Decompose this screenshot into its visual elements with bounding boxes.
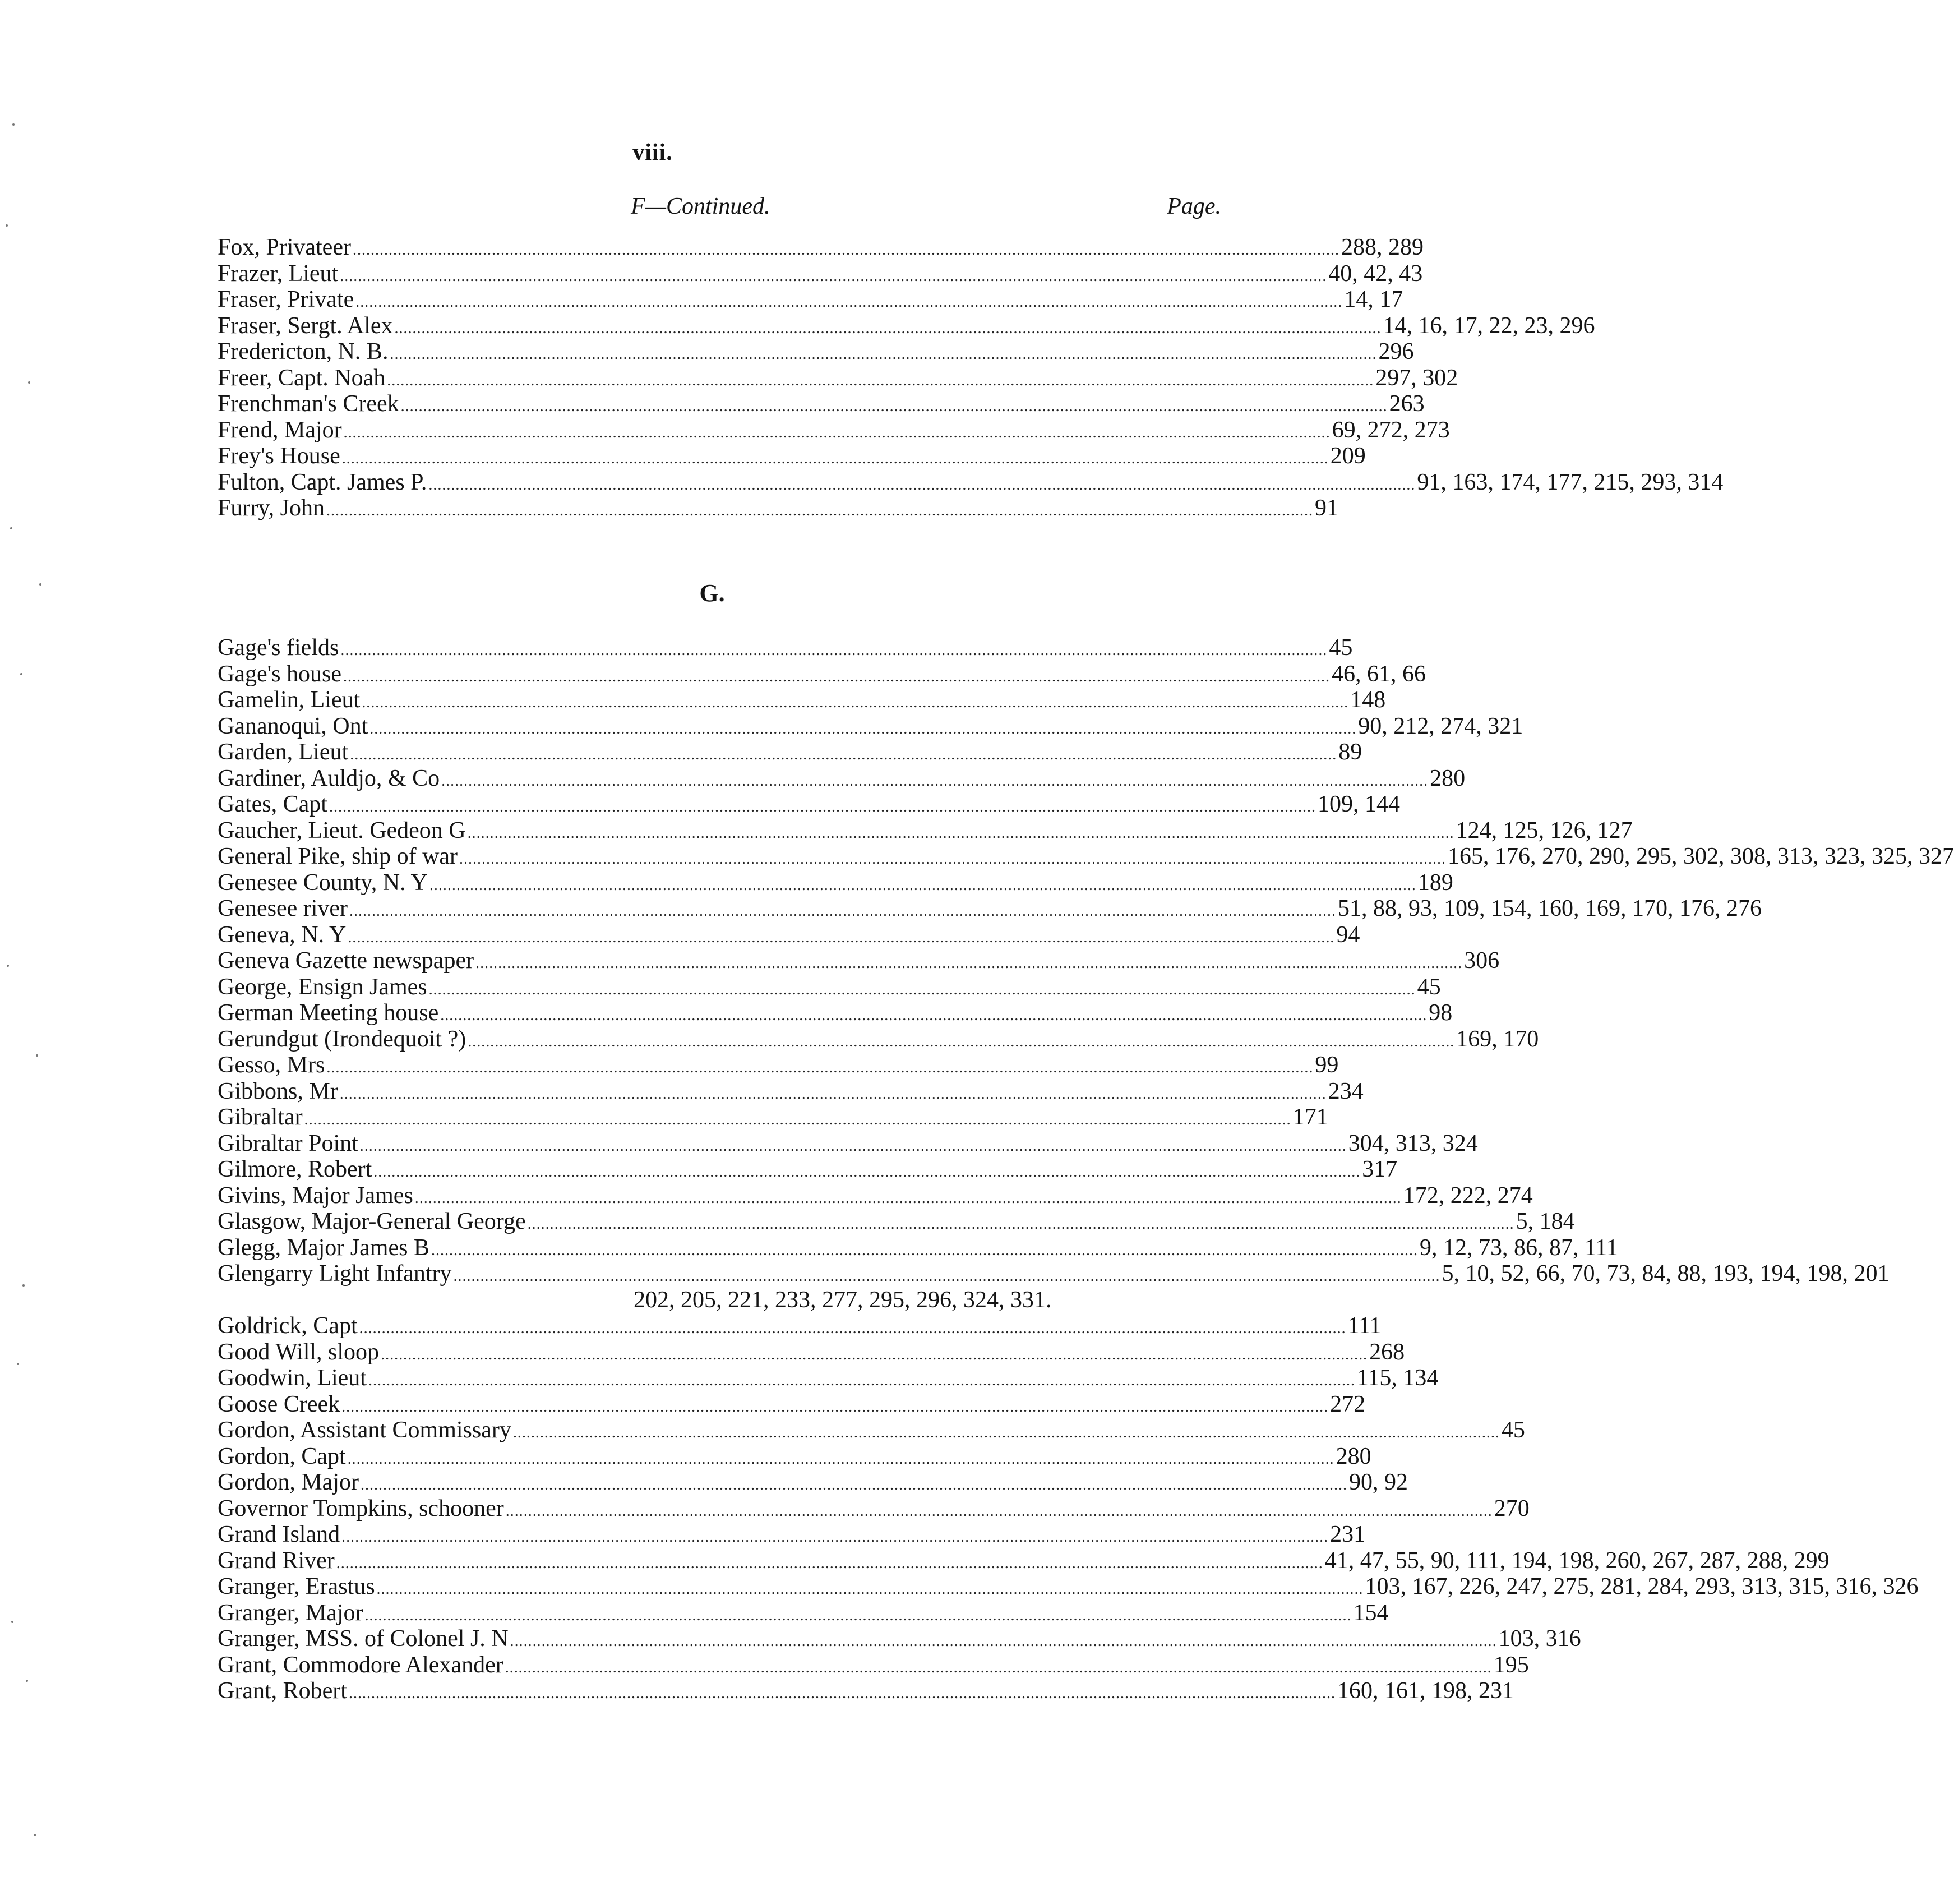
dot-leader: ............................................................................................................................................................................................................................ [349,902,1337,920]
entry-name: Gage's fields [218,635,339,661]
entry-name: Garden, Lieut [218,739,349,765]
entry-pages: 154 [1353,1599,1389,1626]
entry-name: Governor Tompkins, schooner [218,1495,504,1522]
entry-pages: 189 [1417,869,1453,896]
entry-name: Gerundgut (Irondequoit ?) [218,1026,466,1052]
entry-name: German Meeting house [218,1000,439,1026]
entry-pages: 94 [1336,921,1360,948]
dot-leader: ............................................................................................................................................................................................................................ [343,667,1331,685]
entry-pages: 91 [1314,495,1338,521]
index-entry [218,687,1386,713]
index-entry [218,739,1362,766]
entry-name: Good Will, sloop [218,1339,380,1365]
scan-speck [12,123,15,126]
scan-speck [6,224,8,227]
entry-pages: 209 [1330,443,1366,469]
page-column-label: Page. [1167,193,1221,219]
index-entry [218,1365,1439,1391]
scan-speck [20,673,22,675]
dot-leader: ............................................................................................................................................................................................................................ [510,1633,1497,1650]
entry-pages: 270 [1494,1495,1530,1522]
dot-leader: ............................................................................................................................................................................................................................ [376,1580,1364,1598]
dot-leader: ............................................................................................................................................................................................................................ [359,1320,1346,1337]
entry-pages: 9, 12, 73, 86, 87, 111 [1419,1234,1618,1261]
entry-pages: 5, 10, 52, 66, 70, 73, 84, 88, 193, 194, 198, 201 [1442,1261,1890,1287]
entry-pages: 51, 88, 93, 109, 154, 160, 169, 170, 176, 276 [1338,896,1762,921]
index-entry [218,1000,1453,1026]
entry-pages: 14, 16, 17, 22, 23, 296 [1383,312,1595,339]
index-entry [218,713,1523,740]
index-entry [218,1209,1575,1235]
index-entry [218,817,1633,844]
entry-pages: 280 [1430,765,1466,791]
entry-pages: 90, 92 [1348,1469,1408,1495]
scan-speck [28,381,30,384]
index-entry [218,260,1423,287]
entry-pages: 41, 47, 55, 90, 111, 194, 198, 260, 267, 287, 288, 299 [1324,1547,1830,1574]
entry-pages: 169, 170 [1456,1026,1539,1052]
entry-pages: 280 [1336,1443,1371,1469]
entry-name: General Pike, ship of war [218,843,458,869]
entry-name: Furry, John [218,495,325,521]
scan-speck [34,1834,36,1836]
index-entry [218,661,1426,688]
dot-leader: ............................................................................................................................................................................................................................ [428,476,1416,494]
index-entry [218,1469,1408,1496]
entry-pages: 268 [1369,1339,1405,1365]
entry-name: Genesee County, N. Y [218,869,428,896]
dot-leader: ............................................................................................................................................................................................................................ [440,1007,1428,1024]
index-entry [218,896,1762,922]
scan-speck [17,1363,19,1365]
entry-pages: 296 [1378,339,1414,365]
entry-name: Gordon, Major [218,1469,359,1495]
entry-pages: 109, 144 [1317,791,1400,817]
entry-name: Gardiner, Auldjo, & Co [218,765,440,791]
index-entry [218,1678,1514,1704]
entry-pages: 304, 313, 324 [1348,1130,1478,1156]
index-entry [218,921,1360,948]
entry-pages: 231 [1330,1522,1366,1547]
entry-pages: 172, 222, 274 [1403,1182,1533,1209]
index-entry [218,365,1458,391]
entry-pages: 288, 289 [1341,234,1424,260]
index-entry [218,1522,1366,1548]
index-entry [218,1652,1529,1679]
dot-leader: ............................................................................................................................................................................................................................ [341,1398,1329,1416]
entry-name: Grant, Commodore Alexander [218,1652,503,1678]
index-entry [218,1574,1919,1600]
dot-leader: ............................................................................................................................................................................................................................ [326,502,1313,519]
index-entry [218,765,1466,792]
entry-name: Fraser, Private [218,287,354,312]
scan-speck [22,1284,25,1287]
index-entry [218,1104,1328,1131]
dot-leader: ............................................................................................................................................................................................................................ [369,720,1357,737]
entry-name: Frend, Major [218,417,342,443]
entry-pages: 297, 302 [1375,365,1458,391]
entry-name: Geneva Gazette newspaper [218,948,474,974]
entry-pages: 317 [1362,1156,1398,1182]
index-entry [218,948,1500,974]
entry-name: Gates, Capt [218,791,327,817]
dot-leader: ............................................................................................................................................................................................................................ [340,642,1328,659]
entry-name: Genesee river [218,896,348,921]
index-entry [218,495,1338,522]
index-entry [218,1182,1533,1209]
entry-name: Freer, Capt. Noah [218,365,386,391]
dot-leader: ............................................................................................................................................................................................................................ [348,928,1335,946]
section-f-entries [218,234,1724,522]
index-entry [218,1599,1389,1626]
dot-leader: ............................................................................................................................................................................................................................ [341,1528,1329,1546]
entry-pages: 45 [1329,635,1353,661]
entry-name: Grand River [218,1547,335,1574]
entry-name: Goodwin, Lieut [218,1365,367,1391]
entry-name: Frazer, Lieut [218,260,339,287]
entry-pages: 90, 212, 274, 321 [1358,713,1523,739]
dot-leader: ............................................................................................................................................................................................................................ [441,772,1429,790]
dot-leader: ............................................................................................................................................................................................................................ [527,1215,1514,1233]
index-entry [218,417,1450,444]
section-f-continued-heading: F—Continued. [631,193,770,219]
entry-name: George, Ensign James [218,974,427,1000]
entry-pages: 99 [1315,1052,1339,1078]
dot-leader: ............................................................................................................................................................................................................................ [390,345,1377,363]
index-entry [218,391,1425,417]
dot-leader: ............................................................................................................................................................................................................................ [400,398,1388,415]
entry-pages: 111 [1347,1313,1382,1339]
scan-speck [36,1054,38,1057]
index-entry [218,287,1403,313]
dot-leader: ............................................................................................................................................................................................................................ [505,1502,1493,1520]
index-entry [218,312,1595,339]
index-entry [218,974,1441,1001]
dot-leader: ............................................................................................................................................................................................................................ [336,1554,1323,1572]
dot-leader: ............................................................................................................................................................................................................................ [373,1163,1361,1181]
section-g-letter: G. [699,579,725,607]
index-entry [218,1156,1398,1183]
scan-speck [7,965,9,967]
dot-leader: ............................................................................................................................................................................................................................ [326,1059,1314,1076]
index-entry [218,635,1353,661]
dot-leader: ............................................................................................................................................................................................................................ [348,1685,1336,1702]
index-entry [218,1130,1478,1157]
entry-pages: 45 [1501,1417,1525,1443]
index-entry [218,1313,1382,1339]
dot-leader: ............................................................................................................................................................................................................................ [359,1137,1347,1155]
dot-leader: ............................................................................................................................................................................................................................ [387,371,1374,389]
dot-leader: ............................................................................................................................................................................................................................ [505,1658,1492,1676]
dot-leader: ............................................................................................................................................................................................................................ [364,1606,1352,1624]
index-entry [218,1261,1890,1287]
index-entry [218,869,1453,896]
entry-pages: 272 [1330,1391,1366,1417]
entry-name: Glegg, Major James B [218,1234,429,1261]
entry-pages: 115, 134 [1356,1365,1439,1391]
index-entry [218,1626,1581,1652]
entry-pages: 306 [1464,948,1500,974]
entry-pages: 40, 42, 43 [1328,260,1423,287]
dot-leader: ............................................................................................................................................................................................................................ [512,1424,1500,1441]
entry-pages: 103, 167, 226, 247, 275, 281, 284, 293, 313, 315, 316, 326 [1365,1574,1919,1599]
entry-name: Gilmore, Robert [218,1156,372,1182]
index-entry [218,1026,1539,1053]
entry-pages: 124, 125, 126, 127 [1456,817,1633,843]
scan-speck [26,1680,28,1682]
entry-pages: 91, 163, 174, 177, 215, 293, 314 [1417,469,1724,495]
entry-name: Frey's House [218,443,340,469]
dot-leader: ............................................................................................................................................................................................................................ [362,694,1349,711]
entry-name: Gamelin, Lieut [218,687,361,713]
index-entry [218,443,1366,469]
dot-leader: ............................................................................................................................................................................................................................ [304,1111,1291,1128]
entry-name: Grant, Robert [218,1678,347,1704]
entry-pages: 45 [1417,974,1441,1000]
entry-name: Gage's house [218,661,342,687]
entry-name: Gesso, Mrs [218,1052,325,1078]
dot-leader: ............................................................................................................................................................................................................................ [352,241,1339,259]
entry-name: Gibraltar Point [218,1130,358,1156]
section-g-entries [218,635,1954,1704]
dot-leader: ............................................................................................................................................................................................................................ [347,1450,1334,1468]
dot-leader: ............................................................................................................................................................................................................................ [341,450,1329,467]
dot-leader: ............................................................................................................................................................................................................................ [343,423,1331,441]
entry-pages: 14, 17 [1344,287,1403,312]
dot-leader: ............................................................................................................................................................................................................................ [431,1241,1418,1259]
entry-name: Gibbons, Mr [218,1078,338,1104]
entry-name: Fox, Privateer [218,234,351,260]
dot-leader: ............................................................................................................................................................................................................................ [468,1032,1455,1050]
entry-name: Fredericton, N. B. [218,339,389,365]
entry-name: Fraser, Sergt. Alex [218,312,393,339]
entry-name: Granger, Erastus [218,1574,375,1599]
entry-name: Granger, Major [218,1599,363,1626]
entry-pages: 195 [1493,1652,1529,1678]
dot-leader: ............................................................................................................................................................................................................................ [414,1189,1402,1207]
dot-leader: ............................................................................................................................................................................................................................ [355,293,1343,311]
entry-pages: 148 [1350,687,1386,713]
index-entry [218,1495,1530,1522]
index-entry [218,1234,1618,1261]
index-entry [218,1443,1371,1470]
entry-pages: 165, 176, 270, 290, 295, 302, 308, 313, 323, 325, 327 [1448,843,1954,869]
dot-leader: ............................................................................................................................................................................................................................ [360,1476,1347,1493]
entry-pages: 171 [1292,1104,1328,1130]
entry-name: Gananoqui, Ont [218,713,368,739]
entry-name: Glasgow, Major-General George [218,1209,526,1234]
entry-pages: 46, 61, 66 [1332,661,1426,687]
entry-name: Goose Creek [218,1391,340,1417]
index-entry [218,1391,1366,1418]
entry-pages: 160, 161, 198, 231 [1337,1678,1514,1704]
dot-leader: ............................................................................................................................................................................................................................ [340,267,1327,285]
index-entry [218,1417,1525,1444]
scan-speck [11,1621,13,1623]
entry-pages: 103, 316 [1498,1626,1581,1652]
entry-pages: 89 [1338,739,1362,765]
index-entry [218,234,1424,261]
scan-speck [39,583,41,586]
entry-name: Granger, MSS. of Colonel J. N [218,1626,509,1652]
dot-leader: ............................................................................................................................................................................................................................ [339,1085,1327,1103]
index-entry [218,1078,1364,1105]
index-entry [218,1547,1830,1574]
dot-leader: ............................................................................................................................................................................................................................ [459,850,1447,868]
entry-name: Frenchman's Creek [218,391,399,417]
entry-name: Goldrick, Capt [218,1313,358,1339]
index-entry [218,469,1724,496]
index-entry [218,1052,1339,1078]
entry-pages: 98 [1429,1000,1453,1026]
dot-leader: ............................................................................................................................................................................................................................ [467,824,1454,842]
dot-leader: ............................................................................................................................................................................................................................ [368,1372,1355,1389]
dot-leader: ............................................................................................................................................................................................................................ [475,955,1463,972]
entry-pages: 69, 272, 273 [1332,417,1450,443]
entry-pages: 5, 184 [1516,1209,1575,1234]
section-f-header [218,193,1221,222]
dot-leader: ............................................................................................................................................................................................................................ [394,319,1382,337]
dot-leader: ............................................................................................................................................................................................................................ [329,798,1316,815]
page-number: viii. [632,140,673,165]
entry-name: Gaucher, Lieut. Gedeon G [218,817,466,843]
index-entry [218,339,1414,365]
index-entry [218,843,1954,870]
entry-name: Glengarry Light Infantry [218,1261,452,1287]
scan-speck [10,527,12,529]
entry-pages: 263 [1389,391,1425,417]
entry-name: Grand Island [218,1522,340,1547]
dot-leader: ............................................................................................................................................................................................................................ [428,980,1416,998]
index-entry [218,1339,1405,1366]
entry-name: Gordon, Capt [218,1443,346,1469]
entry-name: Geneva, N. Y [218,921,347,948]
dot-leader: ............................................................................................................................................................................................................................ [453,1267,1440,1285]
entry-name: Gibraltar [218,1104,303,1130]
dot-leader: ............................................................................................................................................................................................................................ [429,876,1416,894]
dot-leader: ............................................................................................................................................................................................................................ [381,1345,1368,1363]
entry-name: Fulton, Capt. James P. [218,469,427,495]
entry-name: Gordon, Assistant Commissary [218,1417,511,1443]
index-entry [218,791,1400,818]
entry-pages-continuation: 202, 205, 221, 233, 277, 295, 296, 324, 331. [634,1287,1052,1313]
dot-leader: ............................................................................................................................................................................................................................ [350,746,1337,763]
entry-name: Givins, Major James [218,1182,413,1209]
entry-pages: 234 [1328,1078,1364,1104]
